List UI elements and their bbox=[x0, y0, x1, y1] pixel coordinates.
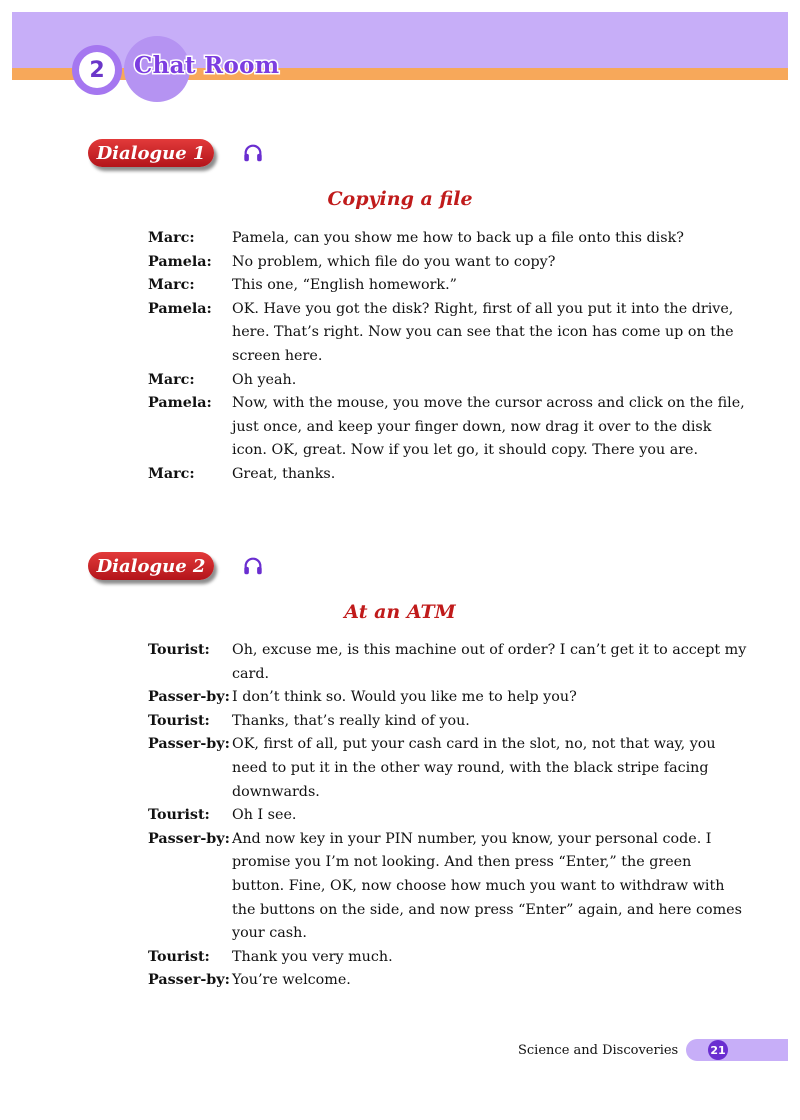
dialogue-line bbox=[148, 733, 748, 804]
page-number: 21 bbox=[708, 1040, 728, 1060]
dialogue-line bbox=[148, 274, 748, 298]
speaker-name: Marc: bbox=[148, 371, 195, 388]
line-text: OK. Have you got the disk? Right, first of all you put it into the drive, here. That’s right. Now you can see that the icon has come up on the screen here. bbox=[232, 300, 734, 364]
headphones-icon[interactable] bbox=[242, 142, 264, 164]
line-text: I don’t think so. Would you like me to help you? bbox=[232, 689, 577, 706]
speaker-name: Marc: bbox=[148, 230, 195, 246]
dialogue-line bbox=[148, 804, 748, 828]
speaker-name: Tourist: bbox=[148, 712, 210, 729]
speaker-name: Marc: bbox=[148, 277, 195, 294]
dialogue-line bbox=[148, 639, 748, 686]
line-text: Thanks, that’s really kind of you. bbox=[232, 712, 470, 729]
page-title: Chat Room bbox=[134, 52, 280, 79]
dialogue-1-label-text: Dialogue 1 bbox=[96, 142, 206, 164]
dialogue-line bbox=[148, 463, 748, 487]
page-number-bar bbox=[686, 1039, 788, 1061]
line-text: Oh I see. bbox=[232, 807, 297, 824]
line-text: Great, thanks. bbox=[232, 465, 336, 482]
line-text: And now key in your PIN number, you know, your personal code. I promise you I’m not looking. And then press “Enter,” the green button. Fine, OK, now choose how much you want to withdraw with the buttons on the side, and now press “Enter” again, and here comes your cash. bbox=[232, 830, 742, 942]
unit-number-badge bbox=[72, 45, 122, 95]
speaker-name: Tourist: bbox=[148, 642, 210, 658]
dialogue-1-title: Copying a file bbox=[327, 188, 473, 210]
speaker-name: Marc: bbox=[148, 465, 195, 482]
speaker-name: Passer-by: bbox=[148, 972, 230, 989]
line-text: OK, first of all, put your cash card in the slot, no, not that way, you need to put it in the other way round, with the black stripe facing downwards. bbox=[232, 736, 716, 800]
footer-section-title: Science and Discoveries bbox=[518, 1043, 679, 1058]
line-text: Thank you very much. bbox=[232, 948, 393, 965]
line-text: You’re welcome. bbox=[232, 972, 351, 989]
dialogue-line bbox=[148, 969, 748, 993]
dialogue-2-label bbox=[88, 552, 214, 580]
line-text: No problem, which file do you want to copy? bbox=[232, 253, 556, 270]
speaker-name: Tourist: bbox=[148, 807, 210, 824]
dialogue-line bbox=[148, 298, 748, 369]
dialogue-line bbox=[148, 251, 748, 275]
dialogue-line bbox=[148, 227, 748, 251]
dialogue-2-label-text: Dialogue 2 bbox=[96, 555, 206, 577]
speaker-name: Passer-by: bbox=[148, 736, 230, 753]
dialogue-2-transcript bbox=[148, 639, 748, 993]
speaker-name: Passer-by: bbox=[148, 689, 230, 706]
speaker-name: Tourist: bbox=[148, 948, 210, 965]
line-text: Oh, excuse me, is this machine out of order? I can’t get it to accept my card. bbox=[232, 642, 747, 682]
dialogue-line bbox=[148, 392, 748, 463]
speaker-name: Pamela: bbox=[148, 253, 212, 270]
unit-number: 2 bbox=[79, 52, 115, 88]
speaker-name: Pamela: bbox=[148, 300, 212, 317]
line-text: Pamela, can you show me how to back up a file onto this disk? bbox=[232, 230, 684, 246]
line-text: This one, “English homework.” bbox=[232, 277, 457, 294]
speaker-name: Passer-by: bbox=[148, 830, 230, 847]
dialogue-1-label bbox=[88, 139, 214, 167]
dialogue-line bbox=[148, 946, 748, 970]
speaker-name: Pamela: bbox=[148, 395, 212, 412]
dialogue-1-transcript bbox=[148, 227, 748, 487]
line-text: Now, with the mouse, you move the cursor across and click on the file, just once, and keep your finger down, now drag it over to the disk icon. OK, great. Now if you let go, it should copy. There you are. bbox=[232, 395, 745, 459]
dialogue-line bbox=[148, 828, 748, 946]
headphones-icon[interactable] bbox=[242, 555, 264, 577]
dialogue-2-title: At an ATM bbox=[344, 601, 456, 623]
dialogue-line bbox=[148, 686, 748, 710]
line-text: Oh yeah. bbox=[232, 371, 297, 388]
dialogue-line bbox=[148, 710, 748, 734]
dialogue-line bbox=[148, 369, 748, 393]
